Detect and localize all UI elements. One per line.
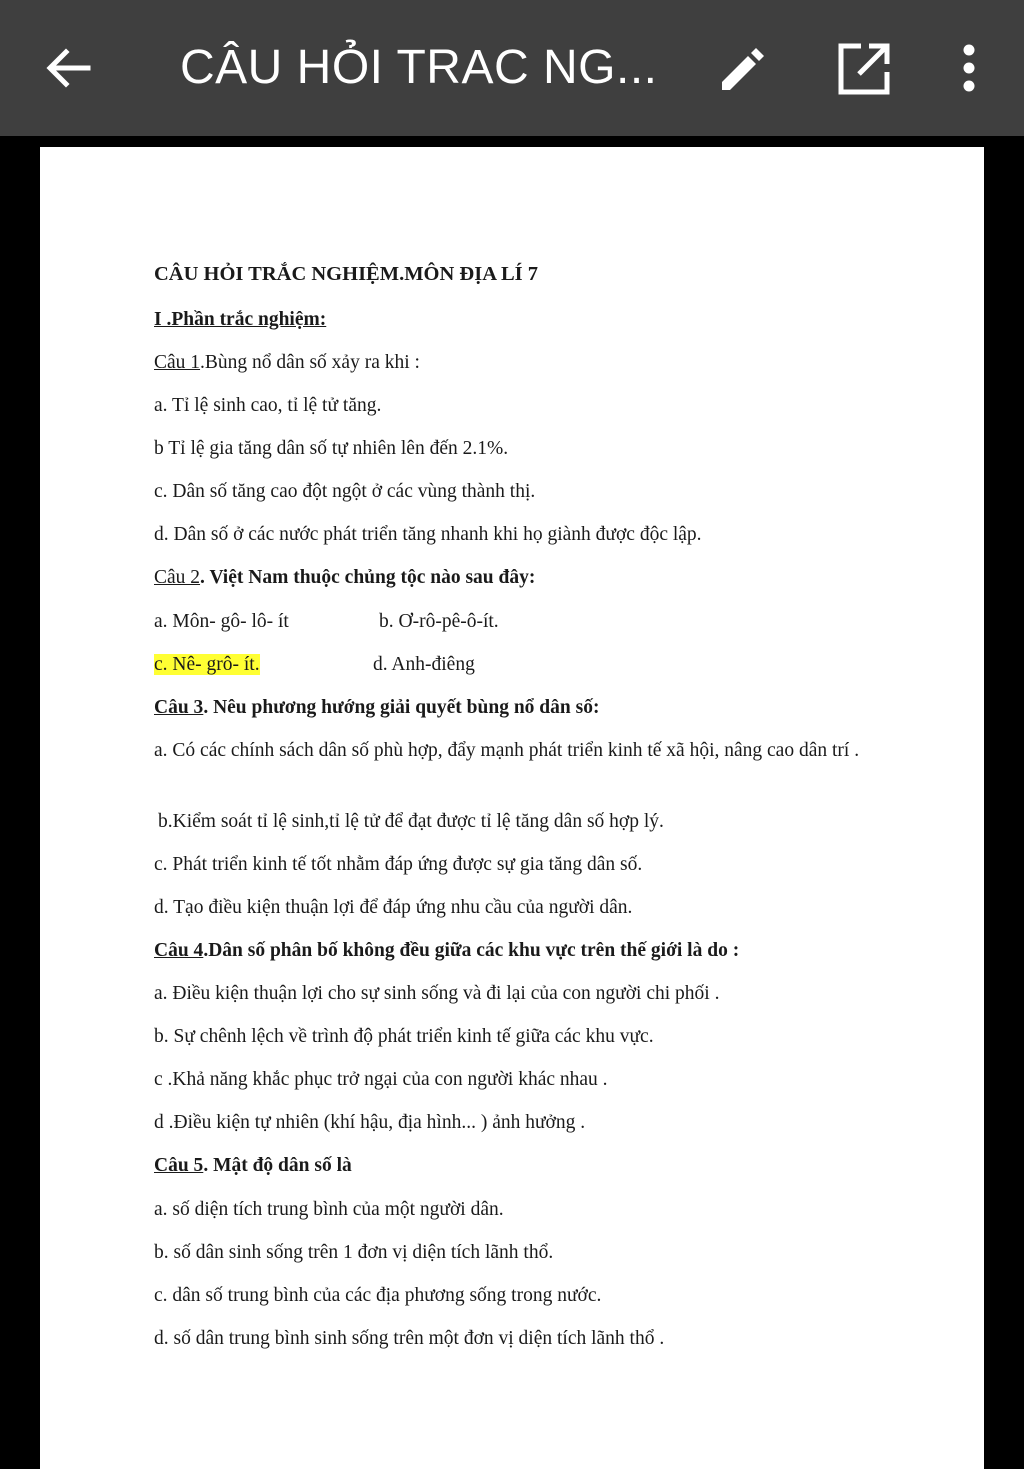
option-5c: c. dân số trung bình của các địa phương sống trong nước. [154,1285,602,1306]
document-page [40,147,984,1469]
question-3 [154,695,599,721]
question-label: Câu 4 [154,940,204,961]
question-label: Câu 1 [154,352,201,373]
option-3b: b.Kiểm soát tỉ lệ sinh,tỉ lệ tử để đạt được tỉ lệ tăng dân số hợp lý. [158,811,664,832]
option-4d: d .Điều kiện tự nhiên (khí hậu, địa hình... ) ảnh hưởng . [154,1112,586,1133]
option-1b: b Tỉ lệ gia tăng dân số tự nhiên lên đến 2.1%. [154,438,509,459]
question-text: . Mật độ dân số là [203,1155,352,1176]
option-4a: a. Điều kiện thuận lợi cho sự sinh sống và đi lại của con người chi phối . [154,983,720,1004]
question-2 [154,565,535,591]
question-4 [154,938,739,964]
option-1d: d. Dân số ở các nước phát triển tăng nhanh khi họ giành được độc lập. [154,524,702,545]
back-arrow-icon[interactable] [40,38,100,98]
option-3c: c. Phát triển kinh tế tốt nhằm đáp ứng được sự gia tăng dân số. [154,854,643,875]
option-4c: c .Khả năng khắc phục trở ngại của con người khác nhau . [154,1069,608,1090]
document-title: CÂU HỎI TRAC NG... [180,41,658,94]
open-external-icon[interactable] [833,38,895,100]
question-label: Câu 3 [154,697,204,718]
option-2a: a. Môn- gô- lô- ít [154,611,289,632]
edit-pencil-icon[interactable] [712,38,774,100]
more-vert-icon[interactable] [944,38,994,100]
question-label: Câu 5 [154,1155,204,1176]
document-heading: CÂU HỎI TRẮC NGHIỆM.MÔN ĐỊA LÍ 7 [154,263,539,285]
question-text: .Dân số phân bố không đều giữa các khu vực trên thế giới là do : [203,940,740,961]
option-4b: b. Sự chênh lệch về trình độ phát triển kinh tế giữa các khu vực. [154,1026,654,1047]
question-5 [154,1153,352,1179]
question-text: . Nêu phương hướng giải quyết bùng nổ dân số: [203,697,600,718]
option-1a: a. Tỉ lệ sinh cao, tỉ lệ tử tăng. [154,395,382,416]
option-2b: b. Ơ-rô-pê-ô-ít. [379,611,499,632]
question-1 [154,350,420,376]
app-bar [0,0,1024,136]
highlighted-answer: c. Nê- grô- ít. [154,654,260,675]
option-2c [154,652,260,678]
option-1c: c. Dân số tăng cao đột ngột ở các vùng thành thị. [154,481,536,502]
question-text: . Việt Nam thuộc chủng tộc nào sau đây: [200,567,536,588]
option-2d: d. Anh-điêng [373,654,475,675]
section-heading: I .Phần trắc nghiệm: [154,309,327,330]
question-label: Câu 2 [154,567,201,588]
option-5d: d. số dân trung bình sinh sống trên một đơn vị diện tích lãnh thổ . [154,1328,665,1349]
question-text: .Bùng nổ dân số xảy ra khi : [200,352,420,373]
option-5a: a. số diện tích trung bình của một người dân. [154,1199,504,1220]
option-3d: d. Tạo điều kiện thuận lợi để đáp ứng nhu cầu của người dân. [154,897,633,918]
option-5b: b. số dân sinh sống trên 1 đơn vị diện tích lãnh thổ. [154,1242,554,1263]
option-3a: a. Có các chính sách dân số phù hợp, đẩy mạnh phát triển kinh tế xã hội, nâng cao dân trí . [154,740,860,761]
